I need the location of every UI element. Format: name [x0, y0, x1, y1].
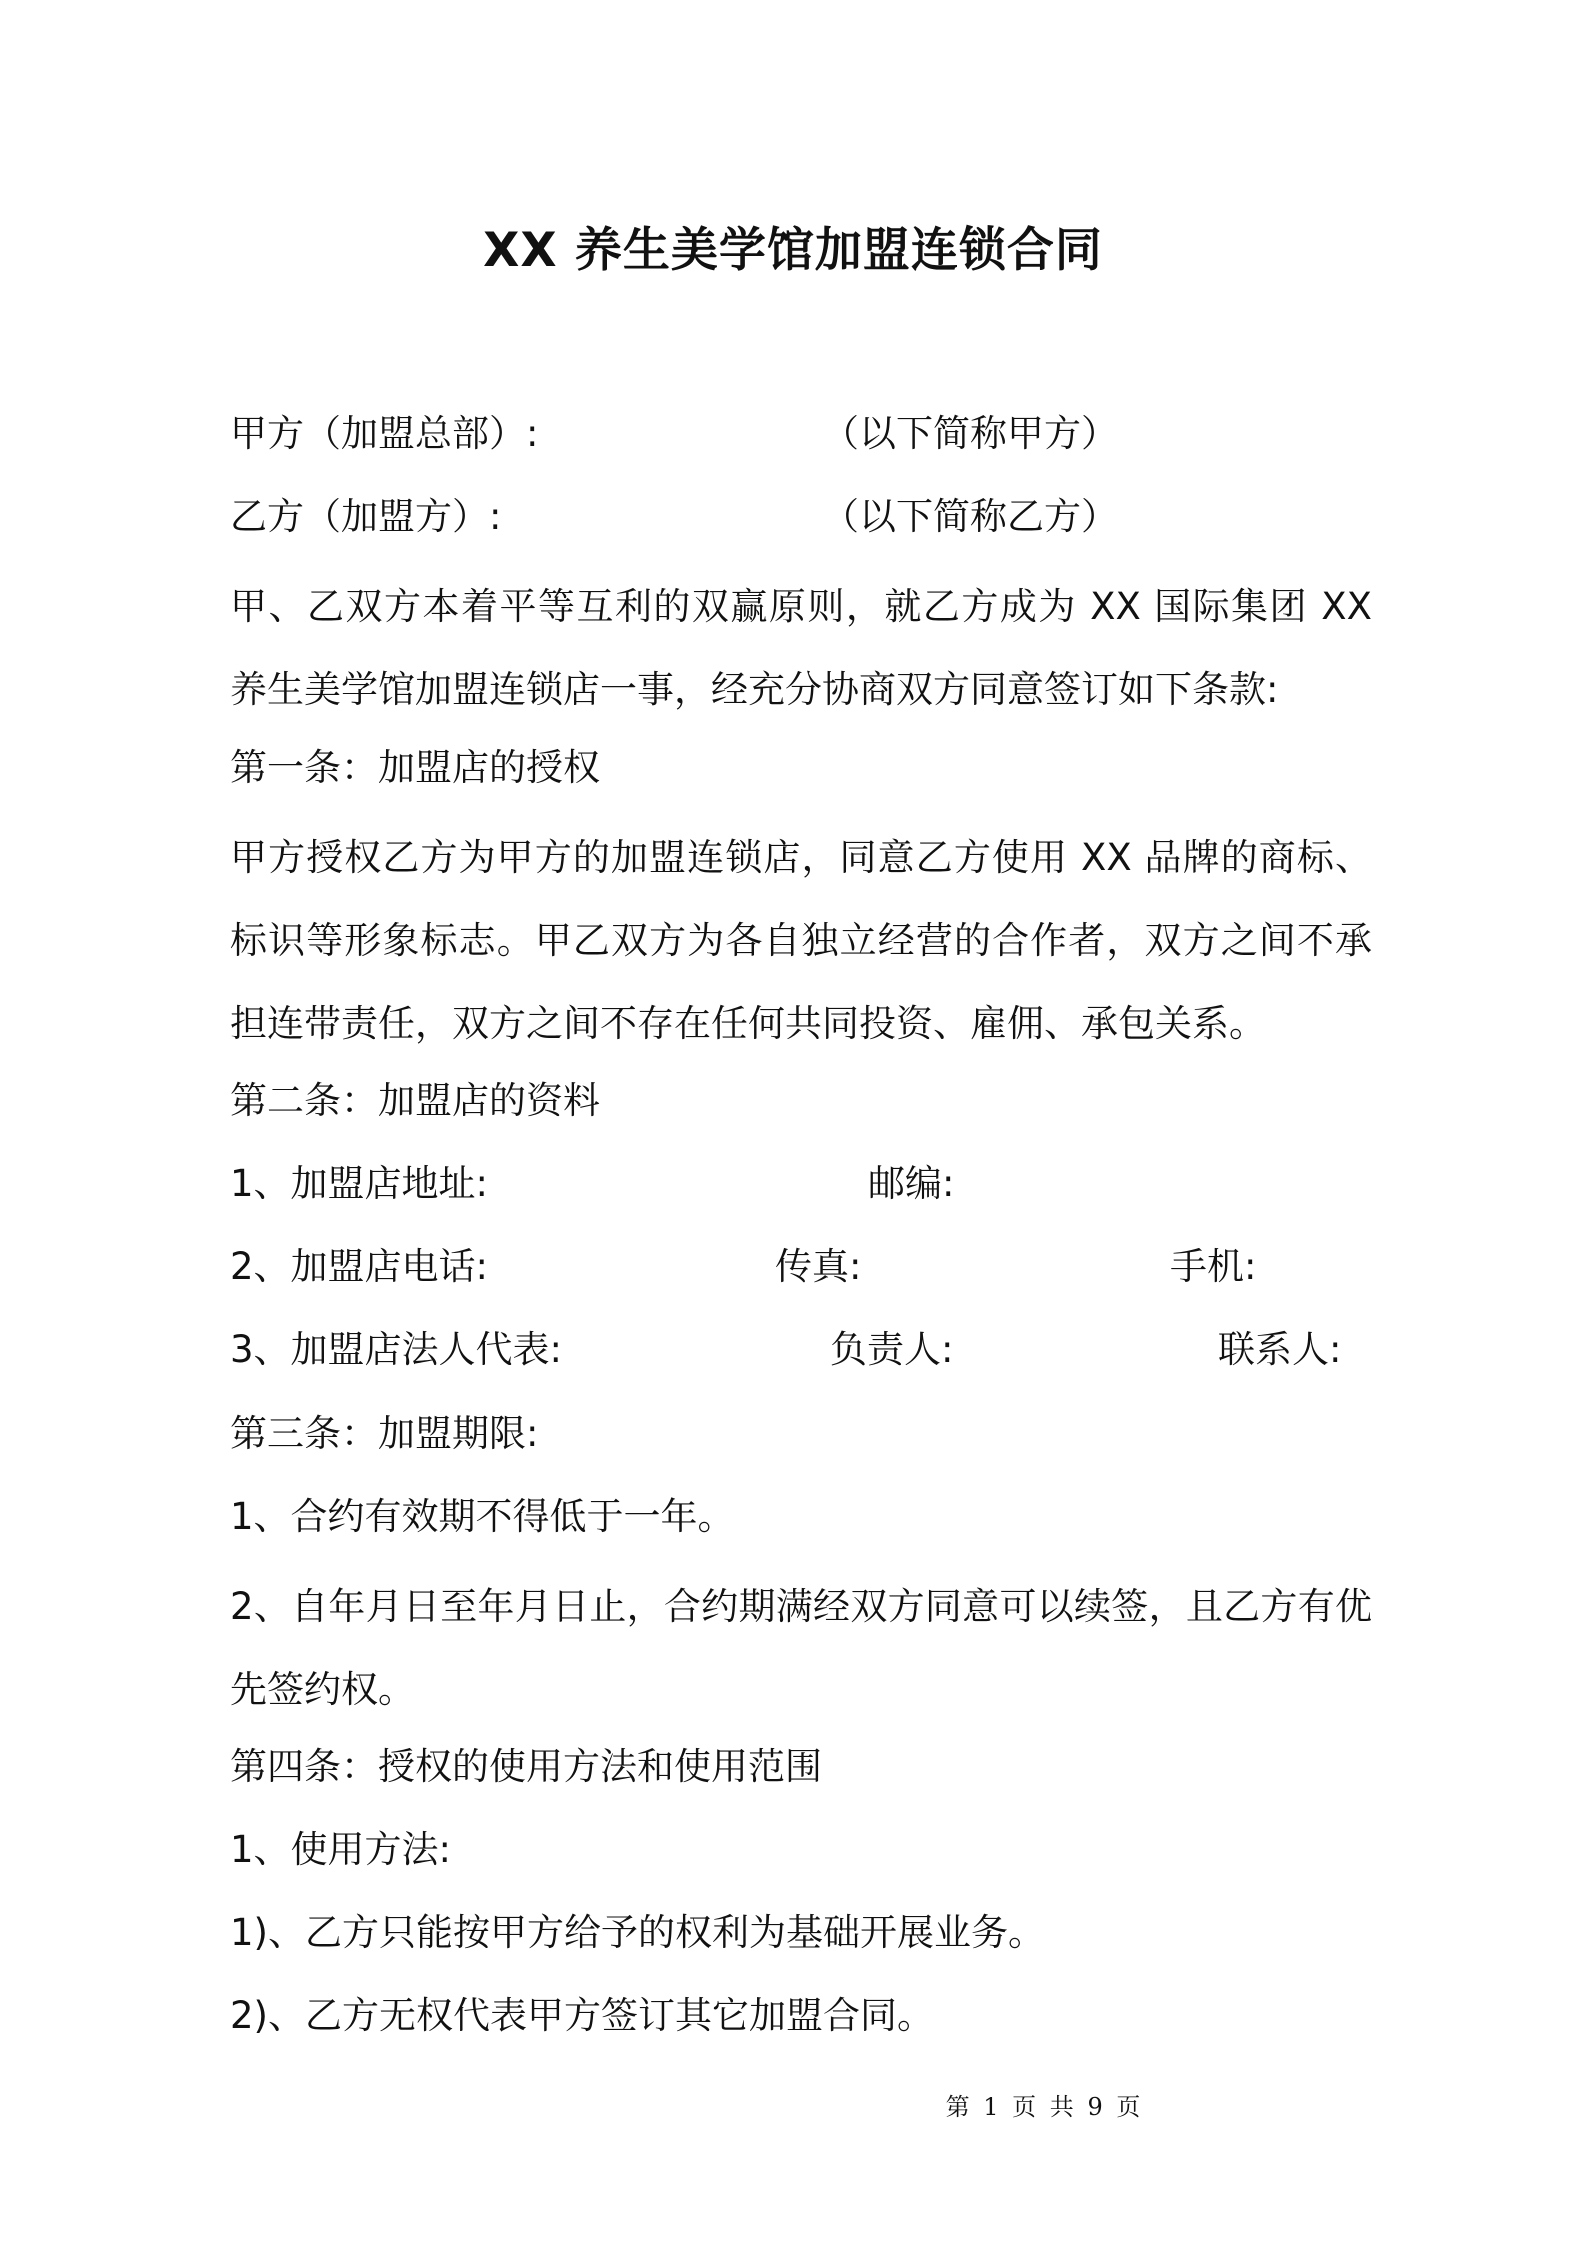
article-4-sub-2: 2)、乙方无权代表甲方签订其它加盟合同。 [230, 1994, 934, 2037]
article-3-heading: 第三条：加盟期限: [230, 1412, 539, 1455]
article-1-heading: 第一条：加盟店的授权 [230, 746, 600, 789]
article-4-item-1: 1、使用方法: [230, 1828, 452, 1871]
manager-label: 负责人: [830, 1328, 954, 1371]
article-3-item-2: 2、自年月日至年月日止，合约期满经双方同意可以续签，且乙方有优先签约权。 [230, 1585, 1372, 1711]
contact-label: 联系人: [1218, 1328, 1342, 1371]
article-3-item-1: 1、合约有效期不得低于一年。 [230, 1495, 735, 1538]
article-4-heading: 第四条：授权的使用方法和使用范围 [230, 1745, 822, 1788]
party-b-note: （以下简称乙方） [822, 495, 1118, 538]
intro-paragraph: 甲、乙双方本着平等互利的双赢原则，就乙方成为 XX 国际集团 XX 养生美学馆加盟连锁店一事，经充分协商双方同意签订如下条款: [230, 585, 1372, 711]
article-1-body: 甲方授权乙方为甲方的加盟连锁店，同意乙方使用 XX 品牌的商标、标识等形象标志。甲乙双方为各自独立经营的合作者，双方之间不承担连带责任，双方之间不存在任何共同投资、雇佣、承包关系。 [230, 836, 1372, 1045]
store-phone-label: 2、加盟店电话: [230, 1245, 489, 1288]
article-4-sub-1: 1)、乙方只能按甲方给予的权利为基础开展业务。 [230, 1911, 1045, 1954]
party-a-note: （以下简称甲方） [822, 412, 1118, 455]
mobile-label: 手机: [1170, 1245, 1257, 1288]
legal-rep-label: 3、加盟店法人代表: [230, 1328, 563, 1371]
party-a-label: 甲方（加盟总部）: [230, 412, 539, 455]
page-footer: 第 1 页 共 9 页 [945, 2093, 1141, 2121]
fax-label: 传真: [775, 1245, 862, 1288]
postcode-label: 邮编: [868, 1162, 955, 1205]
document-title: XX 养生美学馆加盟连锁合同 [483, 223, 1103, 278]
store-address-label: 1、加盟店地址: [230, 1162, 489, 1205]
article-2-heading: 第二条：加盟店的资料 [230, 1079, 600, 1122]
party-b-label: 乙方（加盟方）: [230, 495, 502, 538]
